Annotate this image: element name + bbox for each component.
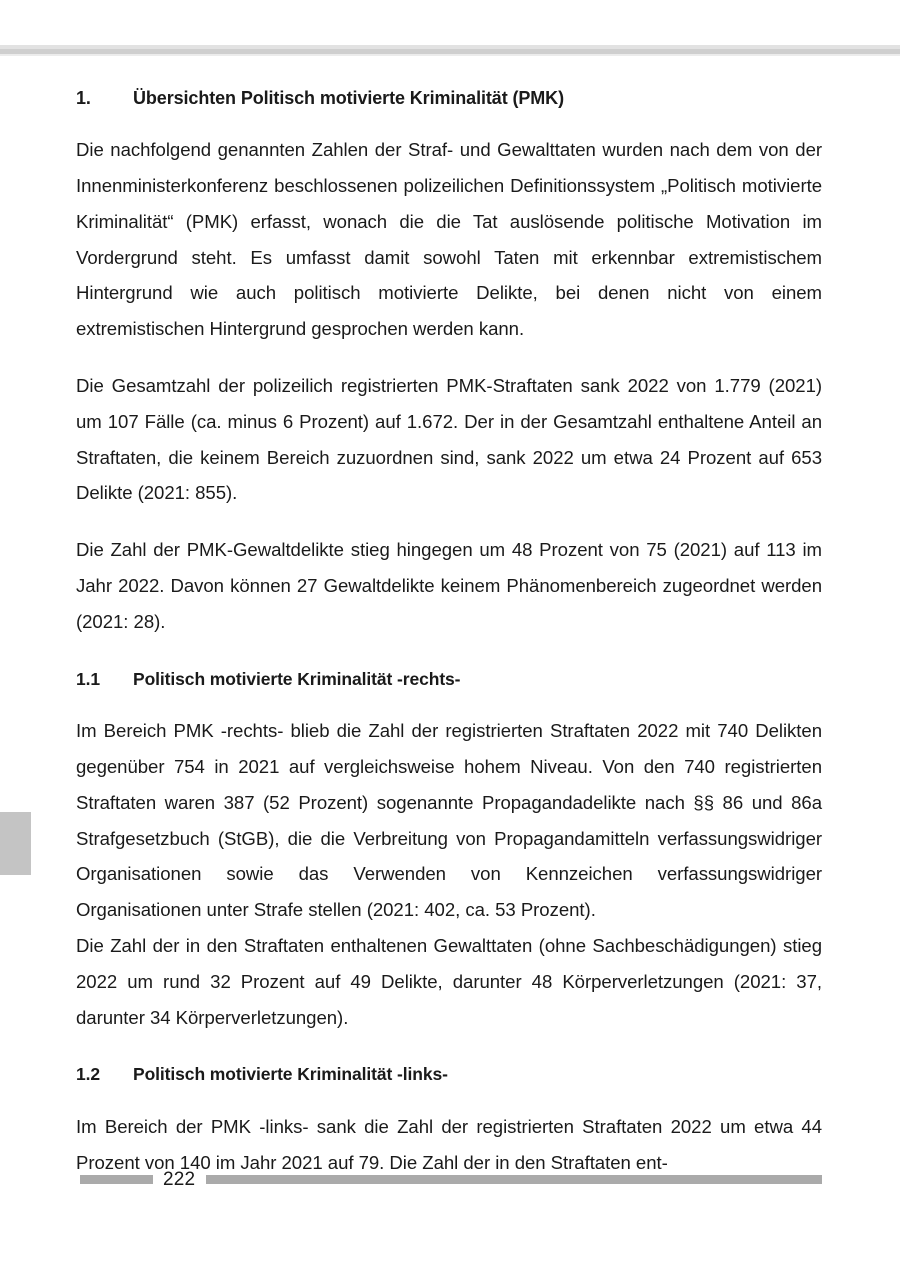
page-content [76, 86, 822, 1181]
section-heading-1 [76, 86, 822, 110]
page-footer [80, 1166, 822, 1192]
paragraph: Im Bereich PMK -rechts- blieb die Zahl der registrierten Straftaten 2022 mit 740 Delikten gegenüber 754 in 2021 auf vergleichsweise hohem Niveau. Von den 740 registrierten Straftaten waren 387 (52 Prozent) sogenannte Propagandadelikte nach §§ 86 und 86a Strafgesetzbuch (StGB), die die Verbreitung von Propagandamitteln verfassungswidriger Organisationen sowie das Verwenden von Kennzeichen verfassungswidriger Organisationen unter Strafe stellen (2021: 402, ca. 53 Prozent). [76, 720, 822, 921]
spacer [76, 1087, 822, 1109]
paragraph: Die Gesamtzahl der polizeilich registrierten PMK-Straftaten sank 2022 von 1.779 (2021) um 107 Fälle (ca. minus 6 Prozent) auf 1.672. Der in der Gesamtzahl enthaltene Anteil an Straftaten, die keinem Bereich zuzuordnen sind, sank 2022 um etwa 24 Prozent auf 653 Delikte (2021: 855). [76, 375, 822, 504]
section-title: Politisch motivierte Kriminalität -links- [133, 1064, 448, 1085]
spacer [76, 511, 822, 532]
paragraph: Die nachfolgend genannten Zahlen der Straf- und Gewalttaten wurden nach dem von der Innenministerkonferenz beschlossenen polizeilichen Definitionssystem „Politisch motivierte Kriminalität“ (PMK) erfasst, wonach die die Tat auslösende politische Motivation im Vordergrund steht. Es umfasst damit sowohl Taten mit erkennbar extremistischem Hintergrund wie auch politisch motivierte Delikte, bei denen nicht von einem extremistischen Hintergrund gesprochen werden kann. [76, 139, 822, 340]
footer-rule-left [80, 1175, 153, 1184]
header-rule-bottom-line [0, 54, 900, 56]
section-heading-1-2 [76, 1063, 822, 1087]
spacer [76, 691, 822, 713]
spacer [76, 347, 822, 368]
spacer [76, 1035, 822, 1063]
spacer [76, 640, 822, 668]
page-number: 222 [163, 1168, 196, 1190]
section-number: 1.2 [76, 1064, 101, 1085]
section-title: Politisch motivierte Kriminalität -rechts- [133, 668, 461, 689]
section-title: Übersichten Politisch motivierte Kriminalität (PMK) [133, 88, 564, 108]
section-number: 1.1 [76, 668, 101, 689]
paragraph: Die Zahl der PMK-Gewaltdelikte stieg hingegen um 48 Prozent von 75 (2021) auf 113 im Jahr 2022. Davon können 27 Gewaltdelikte keinem Phänomenbereich zugeordnet werden (2021: 28). [76, 539, 822, 632]
spacer [76, 110, 822, 132]
section-number: 1. [76, 88, 91, 108]
header-rule [0, 45, 900, 56]
paragraph: Im Bereich der PMK -links- sank die Zahl der registrierten Straftaten 2022 um etwa 44 Prozent von 140 im Jahr 2021 auf 79. Die Zahl der in den Straftaten ent- [76, 1116, 822, 1173]
paragraph: Die Zahl der in den Straftaten enthaltenen Gewalttaten (ohne Sachbeschädigungen) stieg 2022 um rund 32 Prozent auf 49 Delikte, darunter 48 Körperverletzungen (2021: 37, darunter 34 Körperverletzungen). [76, 935, 822, 1028]
section-heading-1-1 [76, 668, 822, 692]
edge-index-tab [0, 812, 31, 875]
footer-rule-right [206, 1175, 822, 1184]
